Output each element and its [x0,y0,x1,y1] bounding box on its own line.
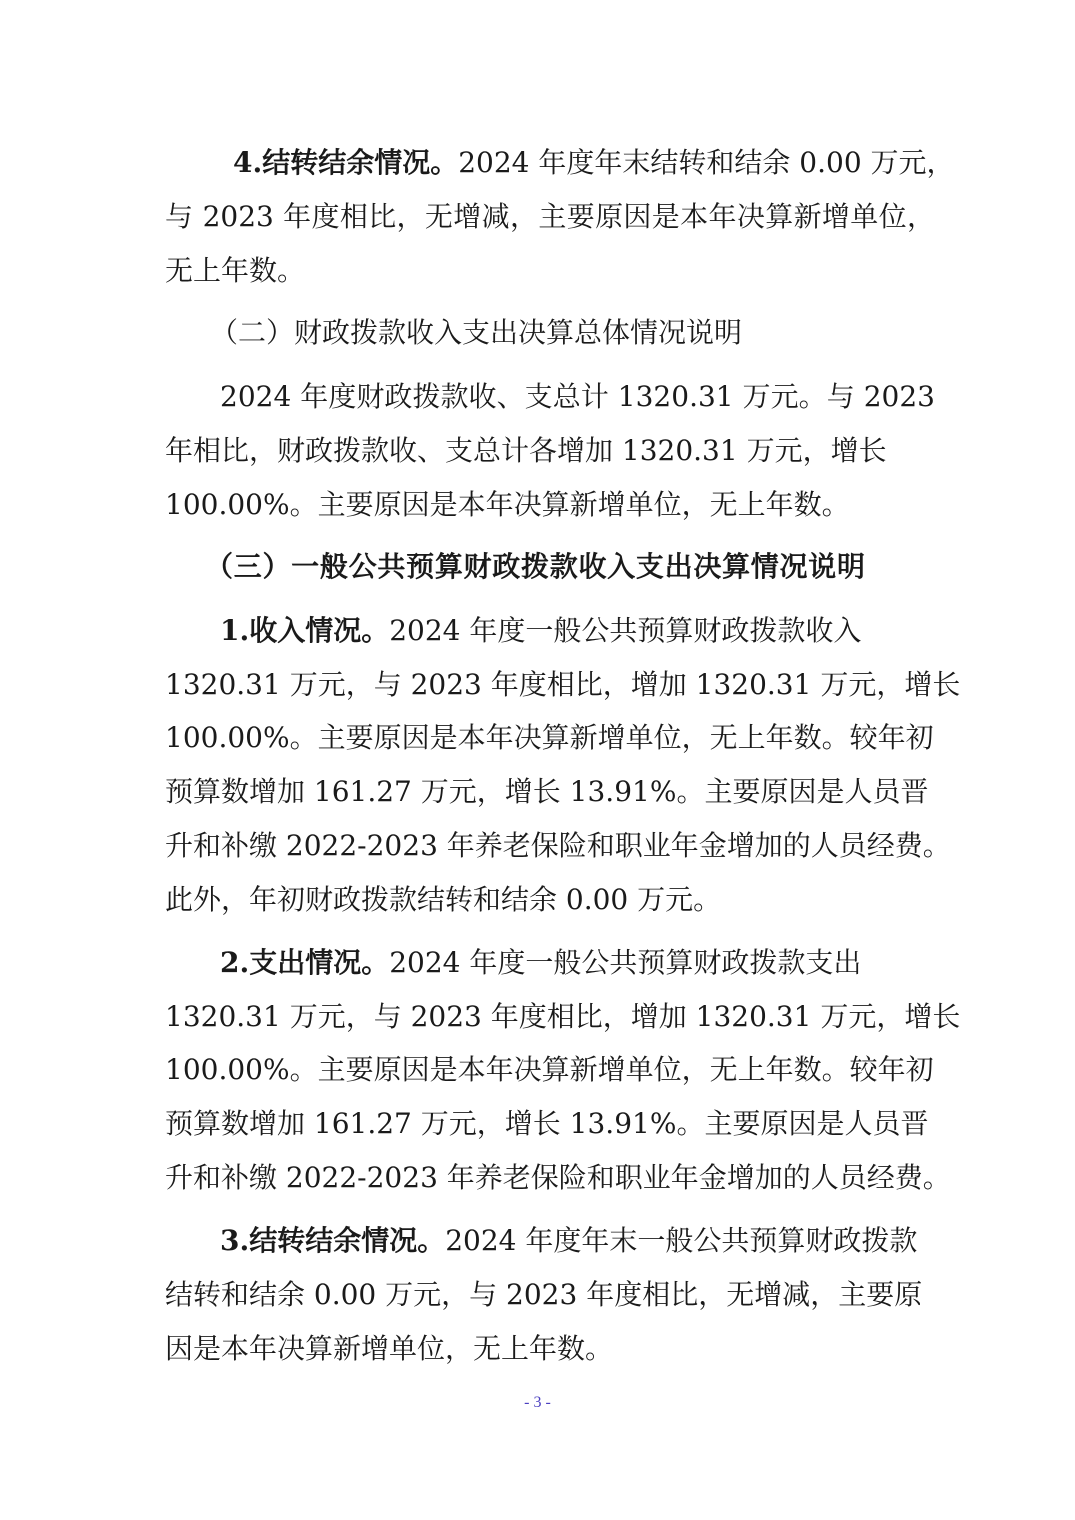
paragraph-line [220,613,860,649]
page-number: - 3 - [524,1394,551,1411]
text: 2024 年度年末结转和结余 0.00 万元， [458,146,955,179]
paragraph-lead: 1.收入情况。 [220,614,390,647]
paragraph-line: 升和补缴 2022-2023 年养老保险和职业年金增加的人员经费。 [165,829,951,862]
paragraph-line: 100.00%。主要原因是本年决算新增单位，无上年数。较年初 [165,721,934,754]
paragraph-line: 与 2023 年度相比，无增减，主要原因是本年决算新增单位， [165,200,935,233]
paragraph-line: 结转和结余 0.00 万元，与 2023 年度相比，无增减，主要原 [165,1278,923,1311]
paragraph-line: 预算数增加 161.27 万元，增长 13.91%。主要原因是人员晋 [165,1107,929,1140]
paragraph-line: 1320.31 万元，与 2023 年度相比，增加 1320.31 万元，增长 [165,1000,961,1033]
paragraph-line: 无上年数。 [165,254,306,287]
paragraph-line: 100.00%。主要原因是本年决算新增单位，无上年数。较年初 [165,1053,934,1086]
paragraph-lead: 4.结转结余情况。 [233,146,459,179]
paragraph-line [233,145,955,181]
paragraph-lead: 3.结转结余情况。 [220,1224,446,1257]
text: 2024 年度一般公共预算财政拨款支出 [389,946,862,979]
paragraph-line: 因是本年决算新增单位，无上年数。 [165,1332,614,1365]
section-heading: （三）一般公共预算财政拨款收入支出决算情况说明 [205,550,865,583]
paragraph-line [220,945,860,981]
paragraph-lead: 2.支出情况。 [220,946,390,979]
paragraph-line: 100.00%。主要原因是本年决算新增单位，无上年数。 [165,488,850,521]
paragraph-line: 预算数增加 161.27 万元，增长 13.91%。主要原因是人员晋 [165,775,929,808]
text: 2024 年度一般公共预算财政拨款收入 [389,614,862,647]
section-heading: （二）财政拨款收入支出决算总体情况说明 [210,316,743,349]
paragraph-line [220,1223,918,1259]
paragraph-line: 2024 年度财政拨款收、支总计 1320.31 万元。与 2023 [220,380,935,413]
paragraph-line: 此外，年初财政拨款结转和结余 0.00 万元。 [165,883,722,916]
paragraph-line: 升和补缴 2022-2023 年养老保险和职业年金增加的人员经费。 [165,1161,951,1194]
paragraph-line: 年相比，财政拨款收、支总计各增加 1320.31 万元，增长 [165,434,887,467]
paragraph-line: 1320.31 万元，与 2023 年度相比，增加 1320.31 万元，增长 [165,668,961,701]
text: 2024 年度年末一般公共预算财政拨款 [445,1224,918,1257]
